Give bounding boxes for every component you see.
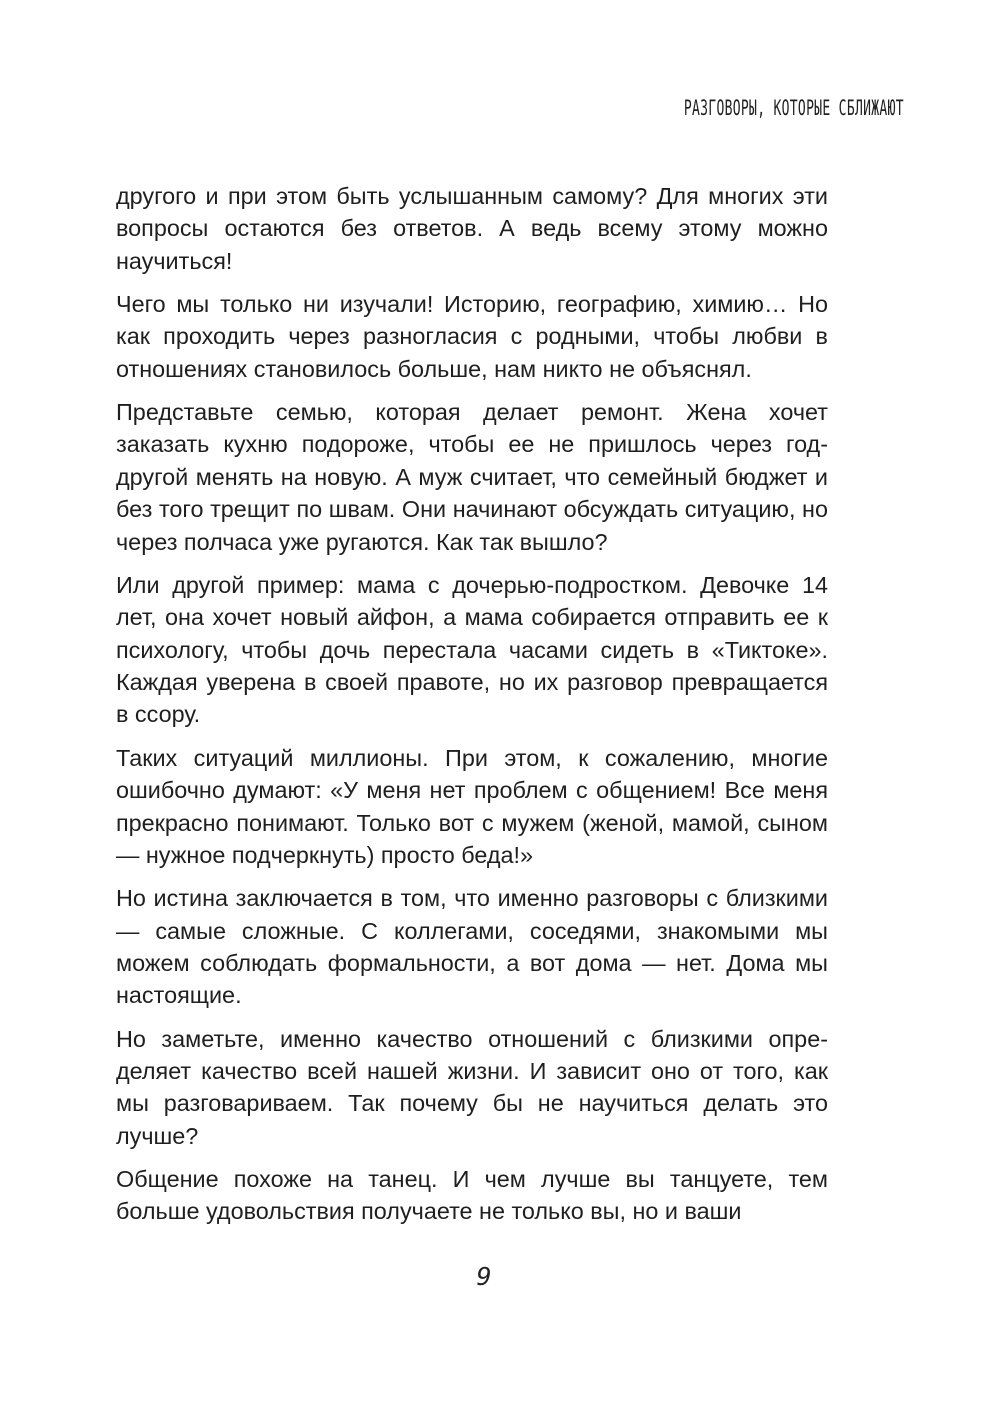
paragraph: Но заметьте, именно качество отношений с близкими определяет качество всей нашей жизни. И зависит оно от того, как мы разговариваем. Так почему бы не научиться делать это лучше? <box>116 1025 828 1149</box>
paragraph: Таких ситуаций миллионы. При этом, к сожалению, многие ошибочно думают: «У меня нет проблем с общением! Все меня прекрасно понимают. Только вот с мужем (женой, мамой, сыном — нужное подчеркнуть) просто беда!» <box>116 744 828 868</box>
paragraph: Чего мы только ни изучали! Историю, географию, химию… Но как проходить через разногласия с родными, чтобы любви в отношениях становилось больше, нам никто не объяснял. <box>116 291 828 382</box>
paragraph: Представьте семью, которая делает ремонт. Жена хочет заказать кухню подороже, чтобы ее не пришлось через год-другой менять на новую. А муж считает, что семейный бюджет и без того трещит по швам. Они начинают обсуждать ситуацию, но через полчаса уже ругаются. Как так вышло? <box>116 399 828 555</box>
running-header: РАЗГОВОРЫ, КОТОРЫЕ СБЛИЖАЮТ <box>683 96 904 120</box>
paragraph: Но истина заключается в том, что именно разговоры с близкими — самые сложные. С коллегами, соседями, знакомыми мы можем соблюдать формальности, а вот дома — нет. Дома мы настоящие. <box>116 885 828 1009</box>
paragraph: другого и при этом быть услышанным самому? Для многих эти вопросы остаются без ответов. А ведь всему этому можно научиться! <box>116 183 828 274</box>
paragraph: Или другой пример: мама с дочерью-подростком. Девочке 14 лет, она хочет новый айфон, а мама собирается отправить ее к психологу, чтобы дочь перестала часами сидеть в «Тиктоке». Каждая уверена в своей правоте, но их разговор превращается в ссору. <box>116 571 828 728</box>
paragraph: Общение похоже на танец. И чем лучше вы танцуете, тем больше удовольствия получаете не только вы, но и ваши <box>116 1165 828 1225</box>
page-number: 9 <box>476 1262 492 1291</box>
body-text <box>116 180 828 1228</box>
